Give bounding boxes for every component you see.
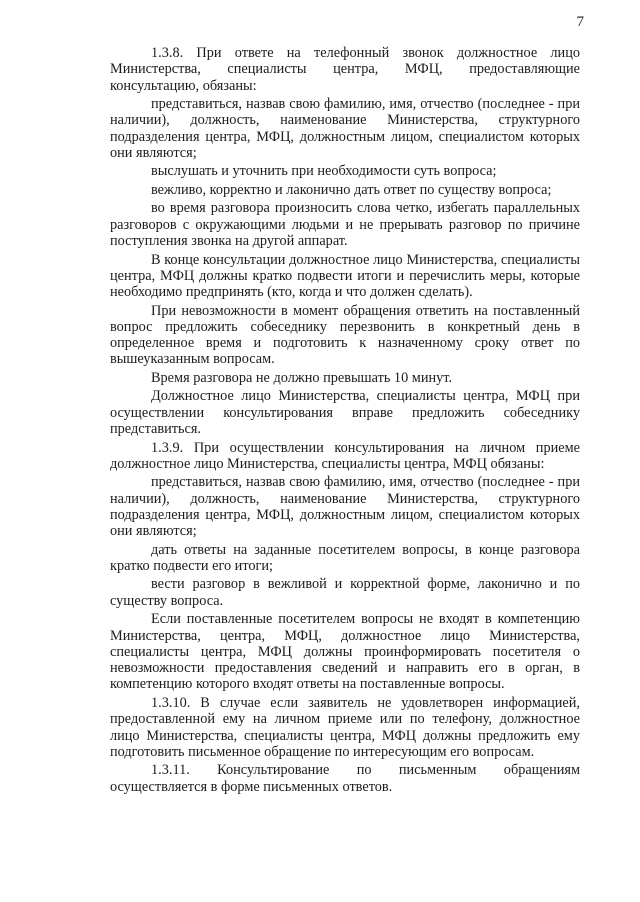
paragraph-introduce-personal: представиться, назвав свою фамилию, имя, отчество (последнее - при наличии), должность, наименование Министерства, структурного подразделения центра, МФЦ, должностным лицом, специалистом которых они являются; <box>110 474 580 540</box>
paragraph-1-3-9: 1.3.9. При осуществлении консультирования на личном приеме должностное лицо Министерства, специалисты центра, МФЦ обязаны: <box>110 439 580 472</box>
document-body <box>110 45 580 797</box>
paragraph-time-limit: Время разговора не должно превышать 10 минут. <box>151 369 453 386</box>
paragraph-1-3-10: 1.3.10. В случае если заявитель не удовлетворен информацией, предоставленной ему на личном приеме или по телефону, должностное лицо Министерства, специалисты центра, МФЦ должны предложить ему подготовить письменное обращение по интересующим его вопросам. <box>110 694 580 760</box>
paragraph-1-3-8: 1.3.8. При ответе на телефонный звонок должностное лицо Министерства, специалисты центра, МФЦ, предоставляющие консультацию, обязаны: <box>110 45 580 94</box>
paragraph-1-3-11: 1.3.11. Консультирование по письменным обращениям осуществляется в форме письменных ответов. <box>110 762 580 795</box>
paragraph-out-of-competence: Если поставленные посетителем вопросы не входят в компетенцию Министерства, центра, МФЦ, должностное лицо Министерства, специалисты центра, МФЦ должны проинформировать посетителя о невозможности предоставления сведений и направить его в орган, в компетенцию которого входят ответы на поставленные вопросы. <box>110 611 580 693</box>
paragraph-summarize: В конце консультации должностное лицо Министерства, специалисты центра, МФЦ должны кратко подвести итоги и перечислить меры, которые необходимо предпринять (кто, когда и что должен сделать). <box>110 251 580 301</box>
page-number: 7 <box>576 14 584 30</box>
paragraph-listen: выслушать и уточнить при необходимости суть вопроса; <box>151 163 497 180</box>
paragraph-polite-form: вести разговор в вежливой и корректной форме, лаконично и по существу вопроса. <box>110 576 580 609</box>
paragraph-answer-politely: вежливо, корректно и лаконично дать ответ по существу вопроса; <box>151 181 552 198</box>
paragraph-give-answers: дать ответы на заданные посетителем вопросы, в конце разговора кратко подвести его итоги; <box>110 541 580 574</box>
paragraph-call-back: При невозможности в момент обращения ответить на поставленный вопрос предложить собеседнику перезвонить в конкретный день в определенное время и подготовить к назначенному сроку ответ по вышеуказанным вопросам. <box>110 302 580 368</box>
paragraph-ask-introduce: Должностное лицо Министерства, специалисты центра, МФЦ при осуществлении консультирования вправе предложить собеседнику представиться. <box>110 388 580 438</box>
paragraph-speak-clearly: во время разговора произносить слова четко, избегать параллельных разговоров с окружающими людьми и не прерывать разговор по причине поступления звонка на другой аппарат. <box>110 200 580 250</box>
paragraph-introduce-phone: представиться, назвав свою фамилию, имя, отчество (последнее - при наличии), должность, наименование Министерства, структурного подразделения центра, МФЦ, должностным лицом, специалистом которых они являются; <box>110 96 580 161</box>
